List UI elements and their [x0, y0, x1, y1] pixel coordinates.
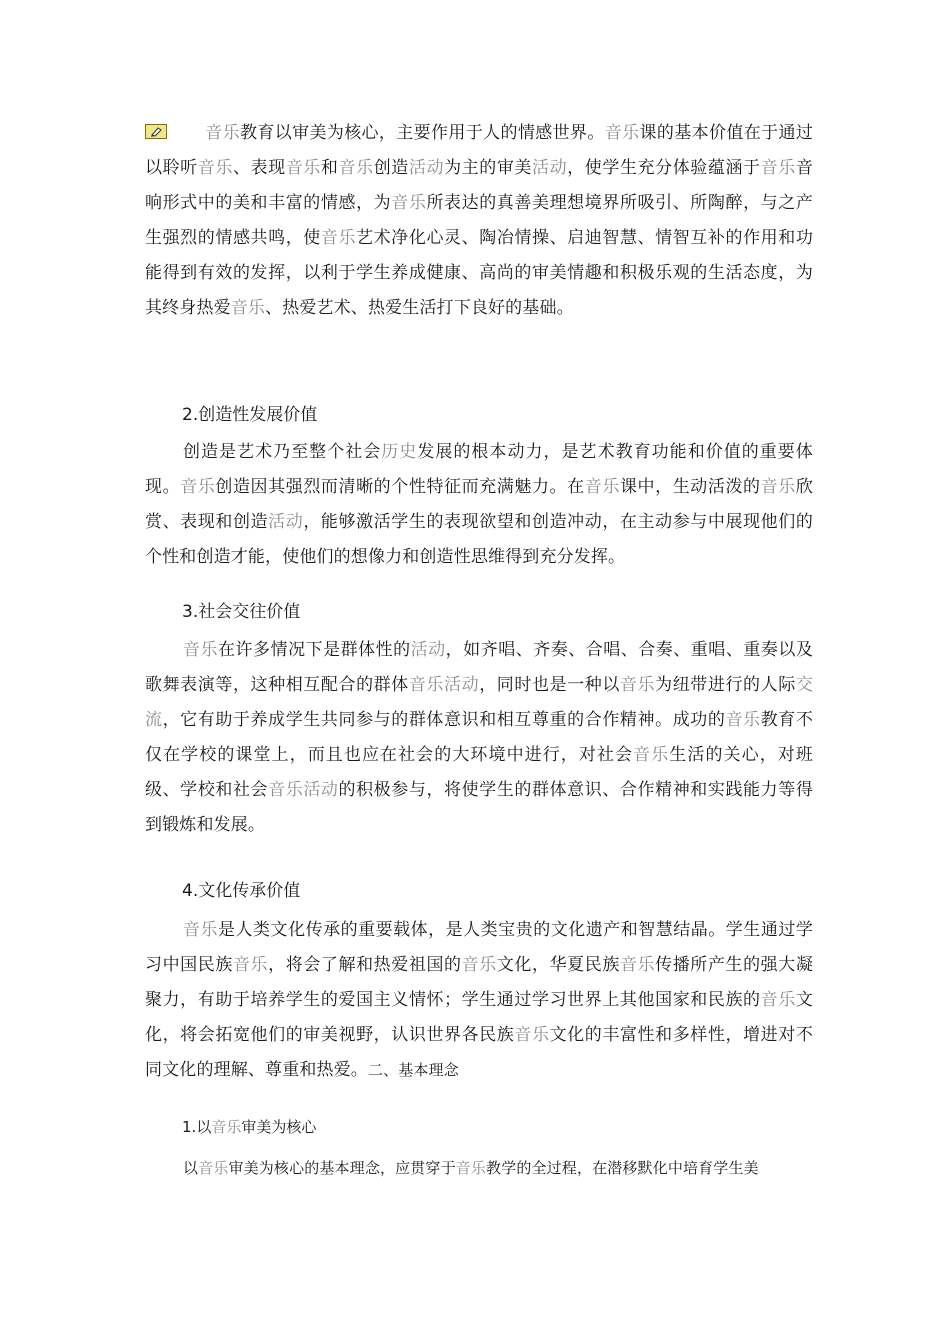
paragraph-music-aesthetic-value [145, 116, 813, 326]
keyword-link: 音乐 [180, 477, 216, 497]
keyword-link: 音乐 [205, 123, 240, 143]
paragraph-cultural-value [145, 913, 813, 1088]
heading-prefix: 以 [196, 1118, 212, 1136]
text-run: 文化，华夏民族 [496, 955, 620, 975]
keyword-link: 音乐 [183, 920, 219, 940]
keyword-link: 活动 [408, 158, 445, 178]
text-run: 是人类文化传承的重要载体，是人类宝贵的文化遗产和智慧结晶。学生通过学习中国民族 [145, 920, 813, 975]
keyword-link: 音乐 [725, 710, 761, 730]
text-run: 音响形式中的美和丰富的情感，为 [145, 158, 813, 213]
text-run: 发展的根本动力，是艺术教育功能和价值的重要体现。 [145, 442, 813, 497]
keyword-link: 音乐活动 [408, 675, 480, 695]
text-run: 的积极参与，将使学生的群体意识、合作精神和实践能力等得到锻炼和发展。 [145, 780, 813, 835]
heading-number: 2. [182, 405, 199, 425]
keyword-link: 音乐 [760, 158, 796, 178]
section-heading-social-value [182, 595, 300, 630]
section-heading-aesthetic-core [182, 1112, 316, 1142]
heading-number: 4. [182, 881, 199, 901]
keyword-link: 历史 [381, 442, 418, 462]
text-run: 创造因其强烈而清晰的个性特征而充满魅力。在 [215, 477, 585, 497]
heading-number: 1. [182, 1118, 197, 1136]
keyword-link: 音乐 [391, 193, 427, 213]
inline-section-heading: 二、基本理念 [367, 1061, 459, 1079]
text-run: 课中，生动活泼的 [619, 477, 761, 497]
keyword-link: 音乐 [230, 298, 266, 318]
text-run: 所表达的真善美理想境界所吸引、所陶醉，与之产生强烈的情感共鸣，使 [145, 193, 813, 248]
text-run: ，它有助于养成学生共同参与的群体意识和相互尊重的合作精神。成功的 [162, 710, 726, 730]
paragraph-text [183, 1159, 759, 1177]
annotation-note-icon[interactable] [145, 124, 167, 139]
heading-keyword: 音乐 [211, 1118, 242, 1136]
keyword-link: 音乐 [197, 158, 233, 178]
section-heading-cultural-value [182, 874, 300, 909]
text-run: ，使学生充分体验蕴涵于 [567, 158, 761, 178]
keyword-link: 音乐 [619, 955, 656, 975]
text-run: 文化的丰富性和多样性，增进对不同文化的理解、尊重和热爱。 [145, 1025, 813, 1080]
keyword-link: 音乐 [633, 745, 670, 765]
keyword-link: 音乐活动 [268, 780, 339, 800]
paragraph-social-value [145, 633, 813, 843]
keyword-link: 音乐 [285, 158, 321, 178]
paragraph-text [145, 920, 813, 1080]
keyword-link: 音乐 [183, 640, 219, 660]
text-run: 欣赏、表现和创造 [145, 477, 813, 532]
heading-number: 3. [182, 602, 199, 622]
heading-text: 社会交往价值 [198, 602, 301, 622]
text-run: 课的基本价值在于通过以聆听 [145, 123, 813, 178]
keyword-link: 音乐 [455, 1159, 487, 1177]
text-run: 为主的审美 [444, 158, 532, 178]
keyword-link: 活动 [410, 640, 446, 660]
text-run: 文化，将会拓宽他们的审美视野，认识世界各民族 [145, 990, 813, 1045]
text-run: 和 [320, 158, 339, 178]
keyword-link: 音乐 [338, 158, 374, 178]
text-run: 艺术净化心灵、陶冶情操、启迪智慧、情智互补的作用和功能得到有效的发挥，以利于学生养成健康、高尚的审美情趣和积极乐观的生活态度，为其终身热爱 [145, 228, 813, 318]
paragraph-text [145, 442, 813, 567]
keyword-link: 音乐 [198, 1159, 229, 1177]
keyword-link: 活动 [532, 158, 568, 178]
text-run: 创造是艺术乃至整个社会 [183, 442, 382, 462]
text-run: ，同时也是一种以 [479, 675, 620, 695]
keyword-link: 音乐 [320, 228, 357, 248]
keyword-link: 音乐 [760, 477, 796, 497]
text-run: 教育不仅在学校的课堂上，而且也应在社会的大环境中进行，对社会 [145, 710, 813, 765]
heading-text: 文化传承价值 [198, 881, 301, 901]
paragraph-text [145, 123, 813, 318]
heading-text: 创造性发展价值 [198, 405, 318, 425]
keyword-link: 交流 [145, 675, 813, 730]
text-run: 、热爱艺术、热爱生活打下良好的基础。 [265, 298, 574, 318]
keyword-link: 音乐 [232, 955, 269, 975]
keyword-link: 活动 [268, 512, 304, 532]
text-run: 以 [183, 1159, 199, 1177]
text-run: 在许多情况下是群体性的 [218, 640, 411, 660]
paragraph-text [145, 640, 813, 835]
keyword-link: 音乐 [584, 477, 620, 497]
heading-suffix: 审美为核心 [241, 1118, 317, 1136]
paragraph-aesthetic-core [145, 1153, 813, 1183]
text-run: 审美为核心的基本理念，应贯穿于 [228, 1159, 456, 1177]
text-run: 创造 [373, 158, 409, 178]
text-run: ，如齐唱、齐奏、合唱、合奏、重唱、重奏以及歌舞表演等，这种相互配合的群体 [145, 640, 813, 695]
keyword-link: 音乐 [760, 990, 796, 1010]
keyword-link: 音乐 [461, 955, 497, 975]
text-run: 为纽带进行的人际 [655, 675, 796, 695]
paragraph-creative-value [145, 435, 813, 575]
text-run: 传播所产生的强大凝聚力，有助于培养学生的爱国主义情怀；学生通过学习世界上其他国家和民族的 [145, 955, 813, 1010]
text-run: 教学的全过程，在潜移默化中培育学生美 [486, 1159, 759, 1177]
keyword-link: 音乐 [514, 1025, 550, 1045]
text-run: ，将会了解和热爱祖国的 [268, 955, 462, 975]
text-run: 教育以审美为核心，主要作用于人的情感世界。 [239, 123, 605, 143]
text-run: 、表现 [232, 158, 286, 178]
keyword-link: 音乐 [619, 675, 656, 695]
section-heading-creative-value [182, 398, 317, 433]
text-run: 生活的关心，对班级、学校和社会 [145, 745, 813, 800]
text-run: ，能够激活学生的表现欲望和创造冲动，在主动参与中展现他们的个性和创造才能，使他们的想像力和创造性思维得到充分发挥。 [145, 512, 813, 567]
keyword-link: 音乐 [604, 123, 640, 143]
